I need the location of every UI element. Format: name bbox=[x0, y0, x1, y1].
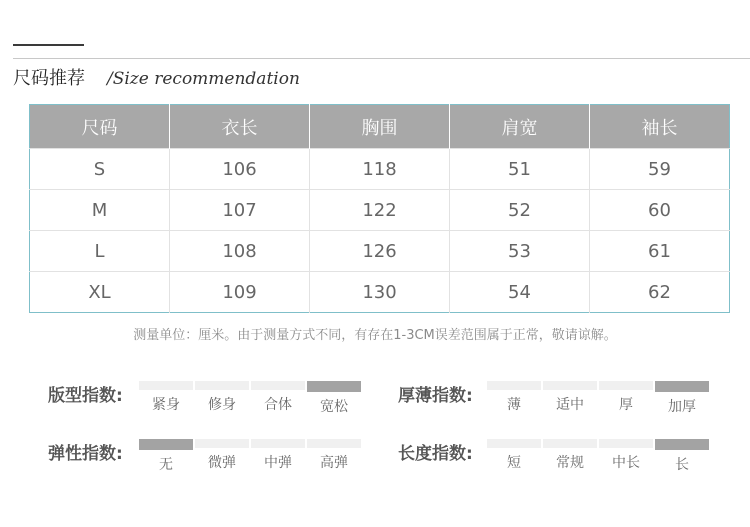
length-index bbox=[398, 439, 718, 479]
fit-index-label: 版型指数: bbox=[48, 386, 123, 406]
fit-index-scale bbox=[138, 381, 362, 416]
table-cell: 53 bbox=[450, 231, 590, 272]
table-cell: 106 bbox=[170, 149, 310, 190]
table-cell: 61 bbox=[590, 231, 730, 272]
title-chinese: 尺码推荐 bbox=[13, 68, 85, 89]
elasticity-index bbox=[48, 439, 368, 479]
table-row bbox=[30, 272, 730, 313]
table-cell: 108 bbox=[170, 231, 310, 272]
length-option bbox=[598, 439, 654, 474]
level-bar bbox=[307, 381, 361, 392]
elasticity-option bbox=[306, 439, 362, 474]
table-cell: 109 bbox=[170, 272, 310, 313]
option-label: 宽松 bbox=[320, 399, 348, 415]
option-label: 合体 bbox=[264, 397, 292, 413]
option-label: 加厚 bbox=[668, 399, 696, 415]
option-label: 常规 bbox=[556, 455, 584, 471]
table-cell: 130 bbox=[310, 272, 450, 313]
option-label: 修身 bbox=[208, 397, 236, 413]
level-bar bbox=[599, 381, 653, 390]
level-bar bbox=[543, 381, 597, 390]
level-bar bbox=[655, 439, 709, 450]
fit-option bbox=[138, 381, 194, 416]
length-option bbox=[654, 439, 710, 474]
column-header-chest: 胸围 bbox=[310, 105, 450, 149]
table-cell: M bbox=[30, 190, 170, 231]
table-cell: 54 bbox=[450, 272, 590, 313]
level-bar bbox=[543, 439, 597, 448]
level-bar bbox=[487, 439, 541, 448]
option-label: 适中 bbox=[556, 397, 584, 413]
table-cell: 62 bbox=[590, 272, 730, 313]
elasticity-option bbox=[138, 439, 194, 474]
size-table bbox=[29, 104, 730, 313]
level-bar bbox=[487, 381, 541, 390]
length-option bbox=[486, 439, 542, 474]
level-bar bbox=[251, 439, 305, 448]
fit-option bbox=[306, 381, 362, 416]
length-index-label: 长度指数: bbox=[398, 444, 473, 464]
thickness-option bbox=[542, 381, 598, 416]
table-cell: 107 bbox=[170, 190, 310, 231]
table-cell: 60 bbox=[590, 190, 730, 231]
option-label: 紧身 bbox=[152, 397, 180, 413]
elasticity-index-scale bbox=[138, 439, 362, 474]
elasticity-index-label: 弹性指数: bbox=[48, 444, 123, 464]
title-accent-bar bbox=[13, 44, 84, 46]
option-label: 短 bbox=[507, 455, 521, 471]
table-cell: 126 bbox=[310, 231, 450, 272]
thickness-index bbox=[398, 381, 718, 421]
level-bar bbox=[195, 381, 249, 390]
option-label: 高弹 bbox=[320, 455, 348, 471]
fit-option bbox=[194, 381, 250, 416]
column-header-length: 衣长 bbox=[170, 105, 310, 149]
option-label: 中弹 bbox=[264, 455, 292, 471]
table-cell: 59 bbox=[590, 149, 730, 190]
divider-line bbox=[13, 58, 750, 59]
table-row bbox=[30, 149, 730, 190]
thickness-index-scale bbox=[486, 381, 710, 416]
level-bar bbox=[307, 439, 361, 448]
option-label: 厚 bbox=[619, 397, 633, 413]
table-cell: S bbox=[30, 149, 170, 190]
level-bar bbox=[655, 381, 709, 392]
thickness-option bbox=[654, 381, 710, 416]
measurement-note: 测量单位：厘米。由于测量方式不同，有存在1-3CM误差范围属于正常，敬请谅解。 bbox=[133, 328, 617, 343]
option-label: 长 bbox=[675, 457, 689, 473]
column-header-sleeve: 袖长 bbox=[590, 105, 730, 149]
thickness-option bbox=[486, 381, 542, 416]
column-header-shoulder: 肩宽 bbox=[450, 105, 590, 149]
thickness-option bbox=[598, 381, 654, 416]
column-header-size: 尺码 bbox=[30, 105, 170, 149]
level-bar bbox=[139, 381, 193, 390]
table-cell: L bbox=[30, 231, 170, 272]
table-cell: 51 bbox=[450, 149, 590, 190]
length-option bbox=[542, 439, 598, 474]
table-row bbox=[30, 190, 730, 231]
level-bar bbox=[195, 439, 249, 448]
section-title bbox=[13, 64, 300, 92]
option-label: 无 bbox=[159, 457, 173, 473]
title-english: /Size recommendation bbox=[107, 69, 300, 89]
elasticity-option bbox=[250, 439, 306, 474]
table-cell: XL bbox=[30, 272, 170, 313]
elasticity-option bbox=[194, 439, 250, 474]
table-header-row bbox=[30, 105, 730, 149]
option-label: 中长 bbox=[612, 455, 640, 471]
level-bar bbox=[139, 439, 193, 450]
option-label: 薄 bbox=[507, 397, 521, 413]
table-cell: 52 bbox=[450, 190, 590, 231]
table-cell: 118 bbox=[310, 149, 450, 190]
thickness-index-label: 厚薄指数: bbox=[398, 386, 473, 406]
table-cell: 122 bbox=[310, 190, 450, 231]
table-row bbox=[30, 231, 730, 272]
level-bar bbox=[599, 439, 653, 448]
length-index-scale bbox=[486, 439, 710, 474]
fit-index bbox=[48, 381, 368, 421]
level-bar bbox=[251, 381, 305, 390]
option-label: 微弹 bbox=[208, 455, 236, 471]
fit-option bbox=[250, 381, 306, 416]
